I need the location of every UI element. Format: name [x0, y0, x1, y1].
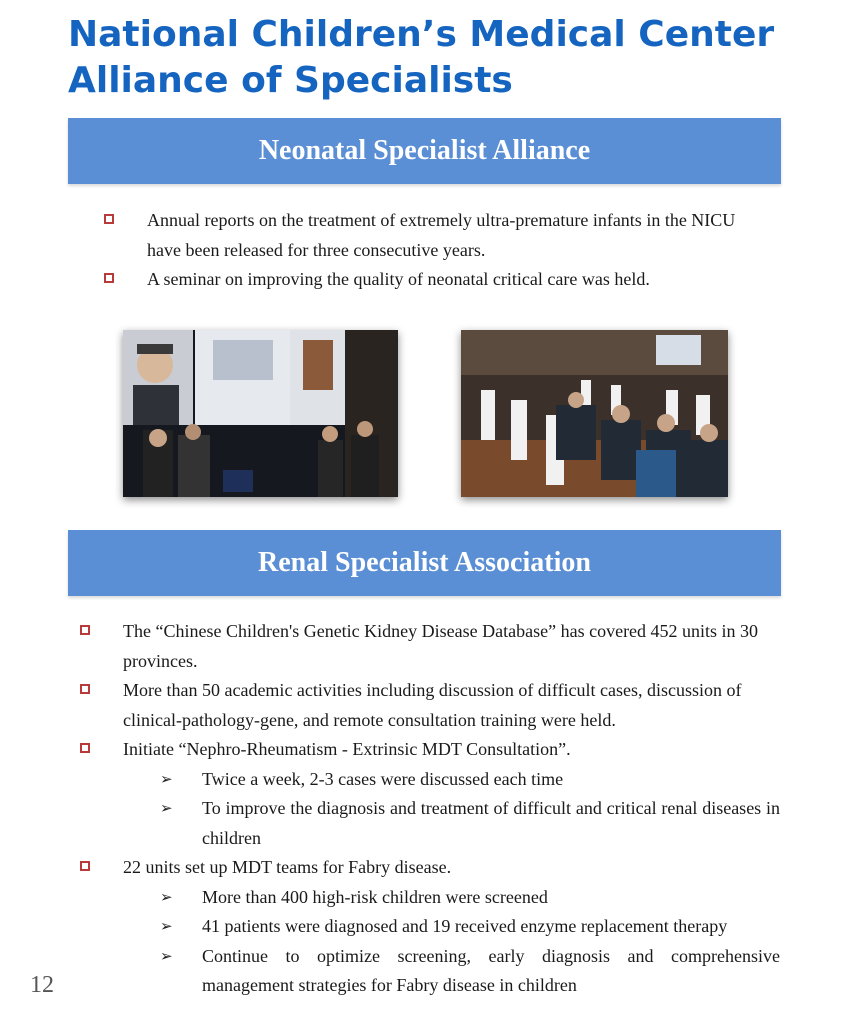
square-bullet-icon — [80, 625, 90, 635]
sub-list-item — [78, 942, 780, 1001]
sub-list-item — [78, 794, 780, 853]
sub-bullet-text: To improve the diagnosis and treatment of difficult and critical renal diseases in children — [202, 798, 780, 848]
arrowhead-icon: ➢ — [160, 799, 173, 817]
square-bullet-icon — [104, 214, 114, 224]
section-banner-neonatal: Neonatal Specialist Alliance — [68, 118, 781, 184]
bullet-text: Annual reports on the treatment of extremely ultra-premature infants in the NICU have been released for three consecutive years. — [147, 210, 736, 260]
bullet-text: Initiate “Nephro-Rheumatism - Extrinsic MDT Consultation”. — [123, 739, 571, 759]
bullet-text: A seminar on improving the quality of neonatal critical care was held. — [147, 269, 650, 289]
conference-video-photo — [123, 330, 398, 497]
square-bullet-icon — [104, 273, 114, 283]
square-bullet-icon — [80, 861, 90, 871]
neonatal-bullet-list — [102, 206, 762, 295]
title-line-1: National Children’s Medical Center — [68, 14, 775, 55]
seminar-hall-illustration — [461, 330, 728, 497]
arrowhead-icon: ➢ — [160, 917, 173, 935]
sub-list-item — [78, 765, 780, 795]
section-banner-renal: Renal Specialist Association — [68, 530, 781, 596]
title-line-2: Alliance of Specialists — [68, 60, 513, 101]
arrowhead-icon: ➢ — [160, 946, 173, 965]
list-item — [78, 735, 780, 765]
sub-list-item — [78, 883, 780, 913]
seminar-hall-photo — [461, 330, 728, 497]
sub-bullet-text: More than 400 high-risk children were screened — [202, 886, 548, 907]
list-item — [78, 853, 780, 883]
conference-video-illustration — [123, 330, 398, 497]
sub-bullet-text: Continue to optimize screening, early diagnosis and comprehensive management strategies for Fabry disease in children — [202, 945, 780, 995]
list-item — [78, 676, 780, 735]
list-item — [102, 206, 762, 265]
square-bullet-icon — [80, 684, 90, 694]
bullet-text: More than 50 academic activities including discussion of difficult cases, discussion of clinical-pathology-gene, and remote consultation training were held. — [123, 680, 742, 730]
arrowhead-icon: ➢ — [160, 769, 173, 788]
renal-bullet-list — [78, 617, 780, 1001]
list-item — [102, 265, 762, 295]
bullet-text: The “Chinese Children's Genetic Kidney Disease Database” has covered 452 units in 30 provinces. — [123, 621, 759, 671]
bullet-text: 22 units set up MDT teams for Fabry disease. — [123, 857, 452, 877]
sub-list-item — [78, 912, 780, 942]
sub-bullet-text: 41 patients were diagnosed and 19 received enzyme replacement therapy — [202, 916, 728, 936]
list-item — [78, 617, 780, 676]
sub-bullet-text: Twice a week, 2-3 cases were discussed each time — [202, 768, 564, 789]
arrowhead-icon: ➢ — [160, 887, 173, 906]
page-number: 12 — [30, 972, 54, 998]
square-bullet-icon — [80, 743, 90, 753]
page-title — [68, 12, 774, 104]
